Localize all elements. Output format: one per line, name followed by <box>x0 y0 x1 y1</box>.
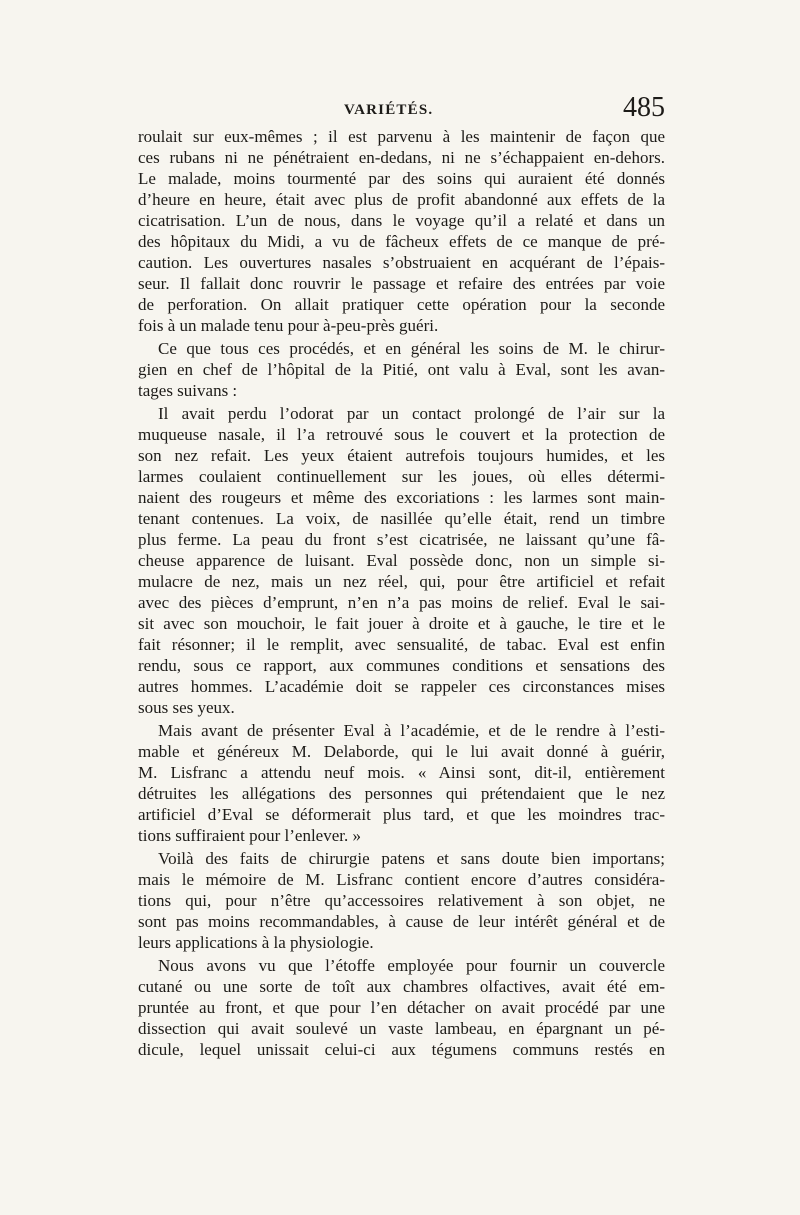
text-line: sous ses yeux. <box>138 698 235 717</box>
text-line: tages suivans : <box>138 381 238 400</box>
running-head <box>138 94 665 124</box>
text-line: détruites les allégations des personnes qui prétendaient que le nez <box>138 784 665 803</box>
page-number: 485 <box>623 92 665 123</box>
text-line: caution. Les ouvertures nasales s’obstruaient en acquérant de l’épais- <box>138 253 665 272</box>
text-line: seur. Il fallait donc rouvrir le passage et refaire des entrées par voie <box>138 274 665 293</box>
text-line: des hôpitaux du Midi, a vu de fâcheux effets de ce manque de pré- <box>138 232 665 251</box>
text-line: roulait sur eux-mêmes ; il est parvenu à les maintenir de façon que <box>138 127 665 146</box>
text-line: fait résonner; il le remplit, avec sensualité, de tabac. Eval est enfin <box>138 635 665 654</box>
text-line: dissection qui avait soulevé un vaste lambeau, en épargnant un pé- <box>138 1019 665 1038</box>
text-line: autres hommes. L’académie doit se rappeler ces circonstances mises <box>138 677 665 696</box>
text-line: ces rubans ni ne pénétraient en-dedans, ni ne s’échappaient en-dehors. <box>138 148 665 167</box>
text-line: cicatrisation. L’un de nous, dans le voyage qu’il a relaté et dans un <box>138 211 665 230</box>
text-line: cheuse apparence de luisant. Eval possède donc, non un simple si- <box>138 551 665 570</box>
text-line: Il avait perdu l’odorat par un contact prolongé de l’air sur la <box>158 404 665 423</box>
text-line: gien en chef de l’hôpital de la Pitié, ont valu à Eval, sont les avan- <box>138 360 665 379</box>
text-line: plus ferme. La peau du front s’est cicatrisée, ne laissant qu’une fâ- <box>138 530 665 549</box>
text-line: muqueuse nasale, il l’a retrouvé sous le couvert et la protection de <box>138 425 665 444</box>
text-line: pruntée au front, et que pour l’en détacher on avait procédé par une <box>138 998 665 1017</box>
text-line: sit avec son mouchoir, le fait jouer à droite et à gauche, le tire et le <box>138 614 665 633</box>
text-line: naient des rougeurs et même des excoriations : les larmes sont main- <box>138 488 665 507</box>
text-line: fois à un malade tenu pour à-peu-près guéri. <box>138 316 439 335</box>
text-line: leurs applications à la physiologie. <box>138 933 374 952</box>
text-line: avec des pièces d’emprunt, n’en n’a pas moins de relief. Eval le sai- <box>138 593 665 612</box>
running-title: VARIÉTÉS. <box>344 102 434 118</box>
text-line: dicule, lequel unissait celui-ci aux tégumens communs restés en <box>138 1040 665 1059</box>
body-text <box>138 126 665 1060</box>
text-line: mulacre de nez, mais un nez réel, qui, pour être artificiel et refait <box>138 572 665 591</box>
text-line: Nous avons vu que l’étoffe employée pour fournir un couvercle <box>158 956 665 975</box>
text-line: de perforation. On allait pratiquer cette opération pour la seconde <box>138 295 665 314</box>
text-line: d’heure en heure, était avec plus de profit abandonné aux effets de la <box>138 190 665 209</box>
text-line: Voilà des faits de chirurgie patens et sans doute bien importans; <box>158 849 665 868</box>
text-line: mais le mémoire de M. Lisfranc contient encore d’autres considéra- <box>138 870 665 889</box>
text-line: M. Lisfranc a attendu neuf mois. « Ainsi sont, dit-il, entièrement <box>138 763 665 782</box>
text-line: Mais avant de présenter Eval à l’académie, et de le rendre à l’esti- <box>158 721 665 740</box>
text-line: larmes coulaient continuellement sur les joues, où elles détermi- <box>138 467 665 486</box>
text-line: rendu, sous ce rapport, aux communes conditions et sensations des <box>138 656 665 675</box>
text-line: sont pas moins recommandables, à cause de leur intérêt général et de <box>138 912 665 931</box>
text-line: Ce que tous ces procédés, et en général les soins de M. le chirur- <box>158 339 665 358</box>
text-line: tenant contenues. La voix, de nasillée qu’elle était, rend un timbre <box>138 509 665 528</box>
text-line: son nez refait. Les yeux étaient autrefois toujours humides, et les <box>138 446 665 465</box>
text-line: mable et généreux M. Delaborde, qui le lui avait donné à guérir, <box>138 742 665 761</box>
text-line: cutané ou une sorte de toît aux chambres olfactives, avait été em- <box>138 977 665 996</box>
text-line: artificiel d’Eval se déformerait plus tard, et que les moindres trac- <box>138 805 665 824</box>
text-line: Le malade, moins tourmenté par des soins qui auraient été donnés <box>138 169 665 188</box>
text-line: tions qui, pour n’être qu’accessoires relativement à son objet, ne <box>138 891 665 910</box>
text-line: tions suffiraient pour l’enlever. » <box>138 826 361 845</box>
